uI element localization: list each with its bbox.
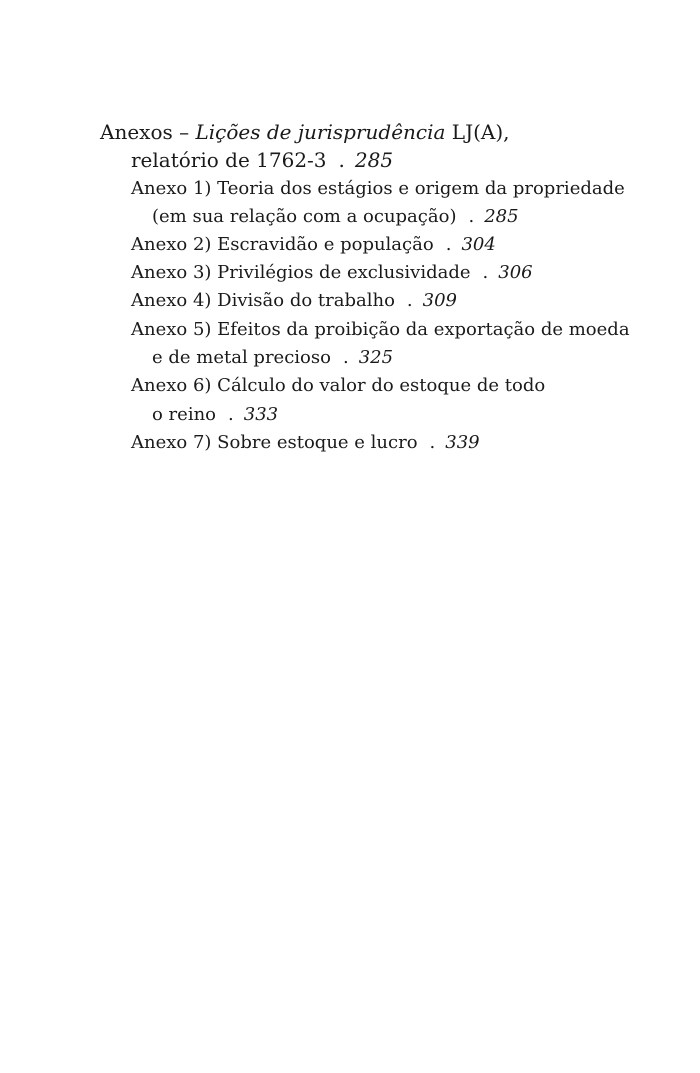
toc-entry-anexo-1-cont [152,208,519,226]
page-number: 306 [498,262,533,283]
entry-title-cont: e de metal precioso [152,347,331,368]
page-number: 339 [445,432,480,453]
toc-entry-anexo-7 [131,434,480,452]
leader-dot: . [482,262,489,283]
entry-title: Escravidão e população [217,234,434,255]
entry-title: Teoria dos estágios e origem da propriedade [217,178,625,199]
page-number: 333 [243,404,279,425]
toc-heading-line-1 [100,122,510,142]
leader-dot: . [468,206,475,227]
leader-dot: . [342,347,349,368]
entry-title: Cálculo do valor do estoque de todo [217,375,546,396]
leader-dot: . [445,234,452,255]
entry-label: Anexo 3) [131,262,212,283]
entry-label: Anexo 5) [131,319,212,340]
leader-dot: . [338,148,345,172]
entry-title: Divisão do trabalho [217,290,395,311]
toc-entry-anexo-2 [131,236,496,254]
leader-dot: . [228,404,234,425]
toc-heading-line-2 [131,150,393,170]
entry-label: Anexo 6) [131,375,212,396]
entry-label: Anexo 4) [131,290,212,311]
entry-title: Sobre estoque e lucro [217,432,418,453]
entry-label: Anexo 7) [131,432,212,453]
leader-dot: . [429,432,436,453]
entry-title-cont: o reino [152,404,217,425]
heading-line2: relatório de 1762-3 [131,148,327,172]
entry-title: Privilégios de exclusividade [217,262,471,283]
entry-label: Anexo 2) [131,234,212,255]
page-number: 309 [422,290,457,311]
toc-entry-anexo-1 [131,180,625,198]
toc-entry-anexo-6-cont [152,406,278,424]
toc-entry-anexo-6 [131,377,545,395]
toc-entry-anexo-5 [131,321,630,339]
entry-title: Efeitos da proibição da exportação de moeda [217,319,630,340]
toc-entry-anexo-4 [131,292,457,310]
entry-label: Anexo 1) [131,178,212,199]
toc-entry-anexo-3 [131,264,533,282]
heading-prefix: Anexos – [100,120,196,144]
page-number: 304 [461,234,496,255]
leader-dot: . [406,290,413,311]
page-number: 285 [484,206,519,227]
entry-title-cont: (em sua relação com a ocupação) [152,206,457,227]
page-number: 325 [358,347,394,368]
toc-entry-anexo-5-cont [152,349,393,367]
page-number: 285 [354,148,394,172]
heading-suffix: LJ(A), [445,120,510,144]
heading-italic-title: Lições de jurisprudência [195,120,446,144]
